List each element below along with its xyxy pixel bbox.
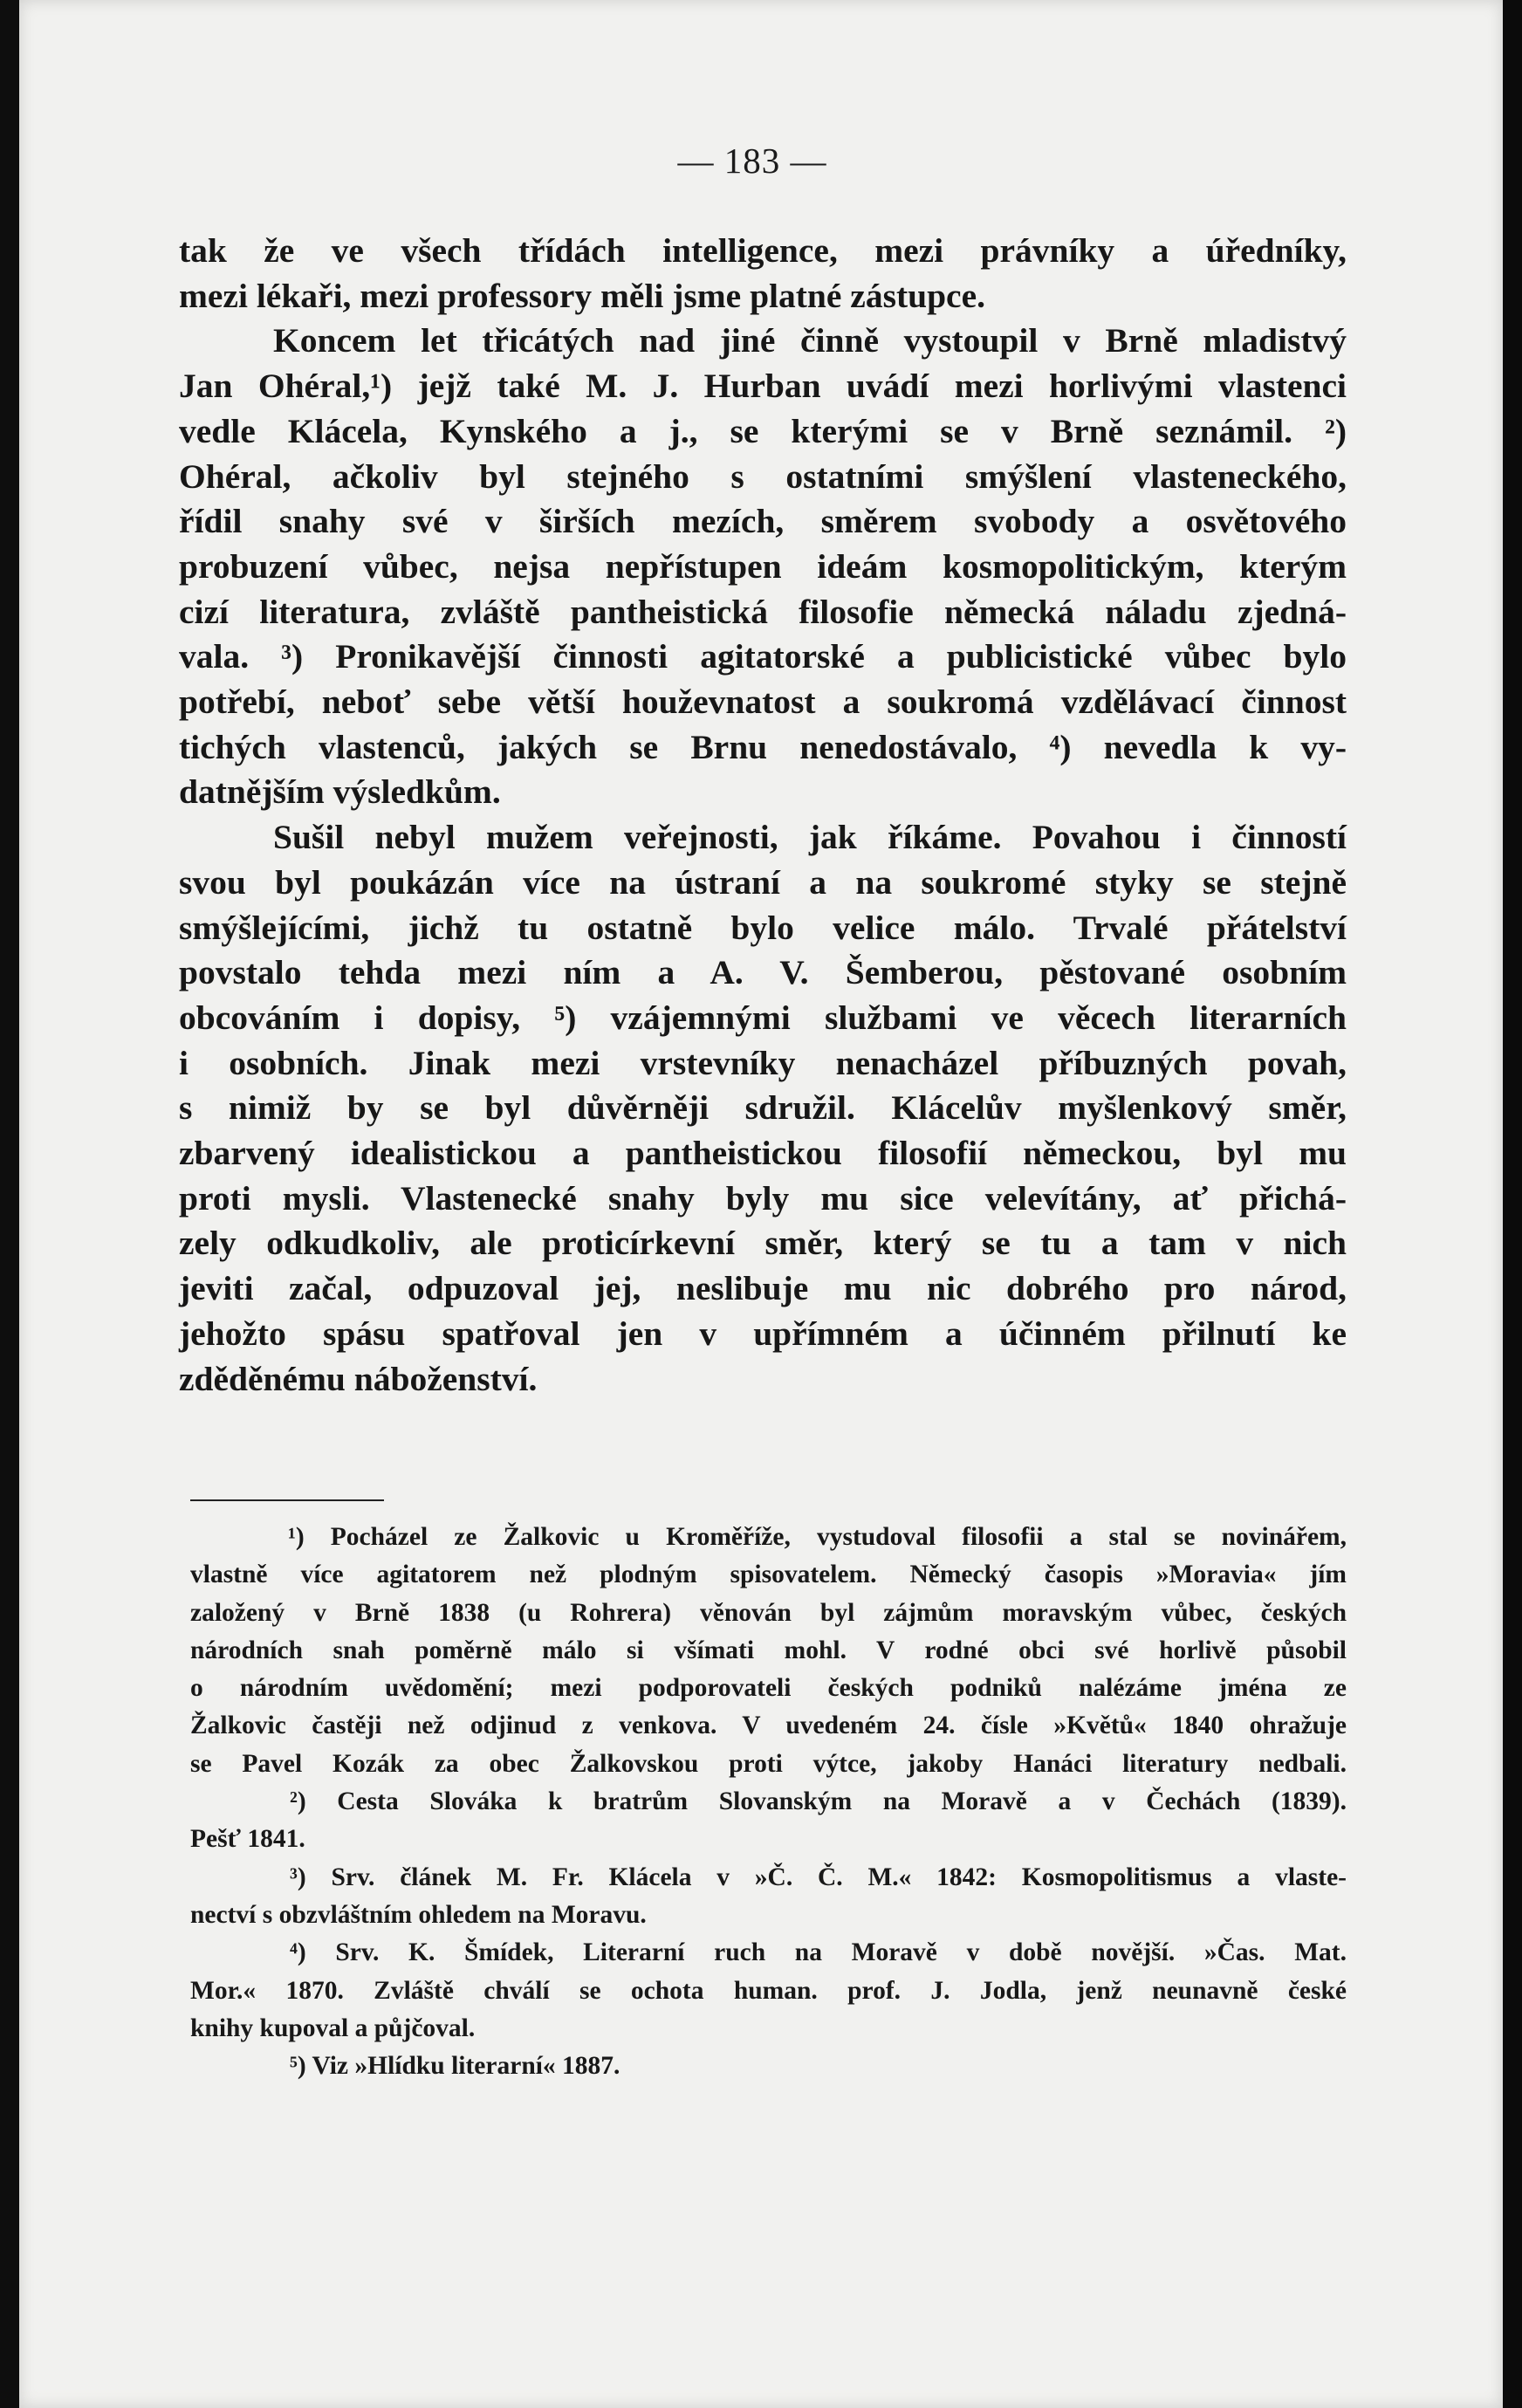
footnote-line: ¹) Pocházel ze Žalkovic u Kroměříže, vystudoval filosofii a stal se novinářem, bbox=[288, 1523, 1347, 1551]
text-line: probuzení vůbec, nejsa nepřístupen ideám kosmopolitickým, kterým bbox=[179, 546, 1347, 586]
text-line: smýšlejícími, jichž tu ostatně bylo velice málo. Trvalé přátelství bbox=[179, 908, 1347, 947]
footnote-line: ⁵) Viz »Hlídku literarní« 1887. bbox=[290, 2052, 620, 2081]
footnote-line: Mor.« 1870. Zvláště chválí se ochota human. prof. J. Jodla, jenž neunavně české bbox=[190, 1976, 1347, 2005]
text-line: tak že ve všech třídách intelligence, mezi právníky a úředníky, bbox=[179, 231, 1347, 270]
footnote-line: vlastně více agitatorem než plodným spisovatelem. Německý časopis »Moravia« jím bbox=[190, 1561, 1347, 1589]
footnote-line: o národním uvědomění; mezi podporovateli českých podniků nalézáme jména ze bbox=[190, 1674, 1347, 1703]
page-number: — 183 — bbox=[677, 141, 827, 181]
footnote-divider bbox=[190, 1499, 384, 1501]
text-line: svou byl poukázán více na ústraní a na soukromé styky se stejně bbox=[179, 862, 1347, 902]
text-line: tichých vlastenců, jakých se Brnu nenedostávalo, ⁴) nevedla k vy- bbox=[179, 727, 1347, 766]
footnotes bbox=[190, 1519, 1347, 2085]
text-line: jeviti začal, odpuzoval jej, neslibuje mu nic dobrého pro národ, bbox=[179, 1269, 1347, 1308]
text-line: vala. ³) Pronikavější činnosti agitatorské a publicistické vůbec bylo bbox=[179, 637, 1347, 676]
text-line: proti mysli. Vlastenecké snahy byly mu sice velevítány, ať přichá- bbox=[179, 1178, 1347, 1218]
footnote-line: ²) Cesta Slováka k bratrům Slovanským na Moravě a v Čechách (1839). bbox=[290, 1787, 1347, 1816]
text-line: potřebí, neboť sebe větší houževnatost a soukromá vzdělávací činnost bbox=[179, 683, 1347, 722]
footnote-line: knihy kupoval a půjčoval. bbox=[190, 2014, 476, 2042]
footnote-line: národních snah poměrně málo si všímati mohl. V rodné obci své horlivě působil bbox=[190, 1636, 1347, 1664]
text-line: řídil snahy své v širších mezích, směrem svobody a osvětového bbox=[179, 502, 1347, 541]
footnote-line: založený v Brně 1838 (u Rohrera) věnován byl zájmům moravským vůbec, českých bbox=[190, 1598, 1347, 1627]
text-line: zely odkudkoliv, ale proticírkevní směr, který se tu a tam v nich bbox=[179, 1224, 1347, 1263]
footnote-line: ³) Srv. článek M. Fr. Klácela v »Č. Č. M.« 1842: Kosmopolitismus a vlaste- bbox=[290, 1863, 1347, 1891]
text-line: zbarvený idealistickou a pantheistickou filosofií německou, byl mu bbox=[179, 1134, 1347, 1173]
footnote-line: Pešť 1841. bbox=[190, 1825, 305, 1854]
text-line: Jan Ohéral,¹) jejž také M. J. Hurban uvádí mezi horlivými vlastenci bbox=[179, 367, 1347, 406]
text-line: cizí literatura, zvláště pantheistická filosofie německá náladu zjedná- bbox=[179, 592, 1347, 631]
text-line: datnějším výsledkům. bbox=[179, 772, 501, 812]
text-line: Koncem let třicátých nad jiné činně vystoupil v Brně mladistvý bbox=[273, 321, 1347, 360]
book-page bbox=[19, 0, 1503, 2408]
footnote-line: se Pavel Kozák za obec Žalkovskou proti výtce, jakoby Hanáci literatury nedbali. bbox=[190, 1749, 1347, 1778]
body-text bbox=[179, 229, 1347, 1402]
text-line: Sušil nebyl mužem veřejnosti, jak říkáme. Povahou i činností bbox=[273, 818, 1347, 857]
text-line: Ohéral, ačkoliv byl stejného s ostatními smýšlení vlasteneckého, bbox=[179, 456, 1347, 496]
text-line: mezi lékaři, mezi professory měli jsme platné zástupce. bbox=[179, 276, 985, 315]
text-line: i osobních. Jinak mezi vrstevníky nenacházel příbuzných povah, bbox=[179, 1043, 1347, 1082]
text-line: zděděnému náboženství. bbox=[179, 1359, 538, 1398]
footnote-line: nectví s obzvláštním ohledem na Moravu. bbox=[190, 1900, 647, 1929]
footnote-line: ⁴) Srv. K. Šmídek, Literarní ruch na Moravě v době novější. »Čas. Mat. bbox=[290, 1938, 1347, 1967]
text-line: s nimiž by se byl důvěrněji sdružil. Klácelův myšlenkový směr, bbox=[179, 1088, 1347, 1128]
text-line: jehožto spásu spatřoval jen v upřímném a účinném přilnutí ke bbox=[179, 1314, 1347, 1353]
text-line: vedle Klácela, Kynského a j., se kterými se v Brně seznámil. ²) bbox=[179, 411, 1347, 450]
footnote-line: Žalkovic častěji než odjinud z venkova. V uvedeném 24. čísle »Květů« 1840 ohražuje bbox=[190, 1712, 1347, 1740]
text-line: povstalo tehda mezi ním a A. V. Šemberou, pěstované osobním bbox=[179, 953, 1347, 992]
text-line: obcováním i dopisy, ⁵) vzájemnými službami ve věcech literarních bbox=[179, 998, 1347, 1037]
scan-edge bbox=[1503, 0, 1522, 2408]
